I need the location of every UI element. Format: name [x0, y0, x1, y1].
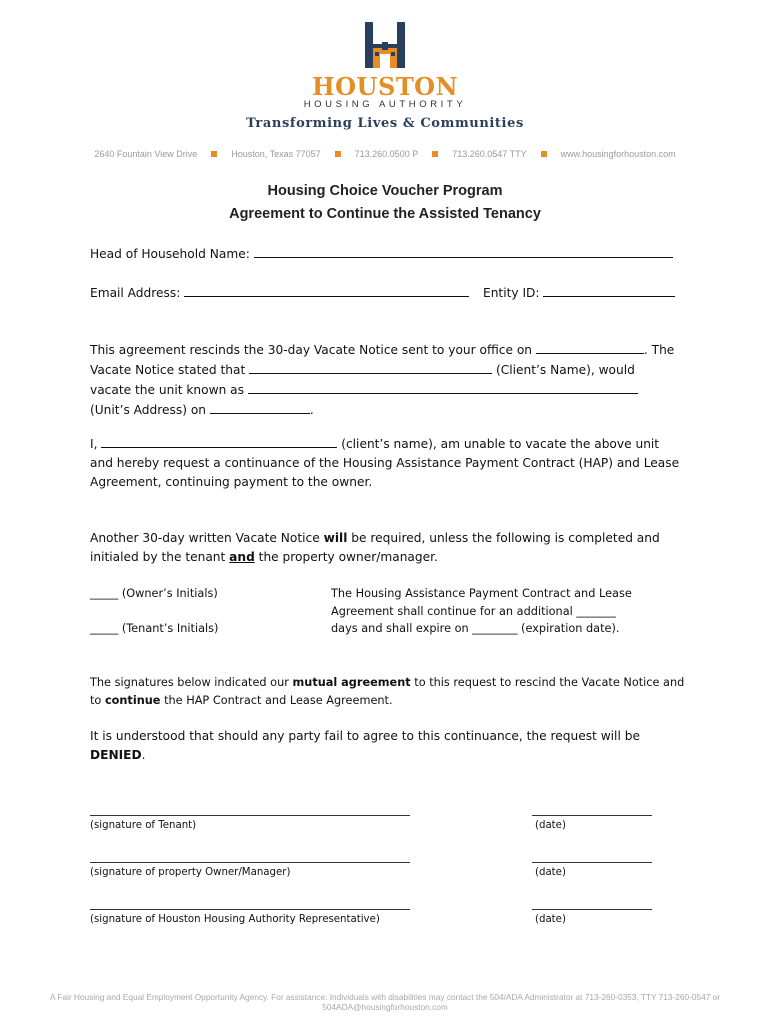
signature-label-tenant: (signature of Tenant) [90, 820, 197, 831]
text-span: vacate the unit known as [90, 383, 244, 397]
text-span: be required, unless the following is completed and [351, 531, 660, 545]
bullet-square-icon [541, 151, 547, 157]
vacate-date-line[interactable] [210, 400, 310, 414]
signature-line-owner[interactable] [90, 862, 410, 863]
tenant-initials[interactable]: _____ (Tenant’s Initials) [90, 622, 219, 635]
bold-text: will [323, 531, 348, 545]
bold-text: continue [104, 693, 161, 707]
continuation-terms [331, 585, 651, 638]
entity-id-field[interactable] [483, 283, 683, 303]
document-subtitle: Agreement to Continue the Assisted Tenancy [229, 206, 541, 222]
rescind-paragraph [90, 340, 690, 420]
footer-disclaimer: A Fair Housing and Equal Employment Opportunity Agency. For assistance: Individuals with disabilities may contact the 504/ADA Administrator at 713-260-0353, TTY 713-260-0547 or 504ADA@housingforhouston.com [49, 992, 721, 1012]
head-of-household-line[interactable] [254, 244, 673, 258]
contact-tty: 713.260.0547 TTY [452, 149, 527, 159]
field-label: Head of Household Name: [90, 247, 250, 261]
text-span: initialed by the tenant [90, 550, 226, 564]
client-name-line[interactable] [249, 360, 492, 374]
brand-subtitle: HOUSING AUTHORITY [303, 99, 467, 110]
signature-label-owner: (signature of property Owner/Manager) [90, 867, 291, 878]
owner-initials[interactable]: _____ (Owner’s Initials) [90, 587, 218, 600]
text-line: It is understood that should any party fail to agree to this continuance, the request will be [90, 729, 640, 743]
mutual-agreement-paragraph [90, 674, 690, 709]
contact-phone: 713.260.0500 P [354, 149, 419, 159]
text-line: Agreement shall continue for an additional _______ [331, 604, 616, 618]
text-span: (client’s name), am unable to vacate the above unit [341, 437, 660, 451]
text-line: and hereby request a continuance of the Housing Assistance Payment Contract (HAP) and Lease [90, 456, 680, 470]
text-span: . [309, 403, 314, 417]
head-of-household-field[interactable] [90, 244, 690, 264]
contact-website[interactable]: www.housingforhouston.com [560, 149, 676, 159]
text-span: This agreement rescinds the 30-day Vacate Notice sent to your office on [90, 343, 532, 357]
text-span: (Unit’s Address) on [90, 403, 207, 417]
bullet-square-icon [432, 151, 438, 157]
building-h-logo-icon [355, 20, 415, 70]
text-line: days and shall expire on ________ (expiration date). [331, 622, 620, 635]
text-span: The signatures below indicated our [90, 676, 289, 689]
text-span: I, [90, 437, 98, 451]
text-span: the HAP Contract and Lease Agreement. [164, 693, 393, 707]
date-label-owner: (date) [535, 867, 566, 878]
field-label: Email Address: [90, 286, 181, 300]
contact-bar [0, 149, 770, 159]
entity-id-line[interactable] [543, 283, 675, 297]
text-span: . The [643, 343, 675, 357]
signature-label-hha: (signature of Houston Housing Authority Representative) [90, 914, 380, 925]
contact-city: Houston, Texas 77057 [231, 149, 321, 159]
text-span: to [90, 693, 102, 707]
text-span: to this request to rescind the Vacate Notice and [414, 676, 685, 689]
notice-date-line[interactable] [536, 340, 644, 354]
date-label-tenant: (date) [535, 820, 566, 831]
field-label: Entity ID: [483, 286, 540, 300]
vacate-notice-paragraph [90, 529, 690, 567]
text-span: Another 30-day written Vacate Notice [90, 531, 320, 545]
date-line-tenant[interactable] [532, 815, 652, 816]
continuance-paragraph [90, 434, 690, 492]
bullet-square-icon [335, 151, 341, 157]
document-title: Housing Choice Voucher Program [267, 183, 503, 199]
signature-line-hha[interactable] [90, 909, 410, 910]
text-span: . [141, 748, 146, 762]
email-line[interactable] [184, 283, 469, 297]
date-line-owner[interactable] [532, 862, 652, 863]
text-span: Vacate Notice stated that [90, 363, 246, 377]
signature-line-tenant[interactable] [90, 815, 410, 816]
bold-underline-text: and [229, 550, 255, 564]
denial-paragraph [90, 727, 690, 765]
client-name-line[interactable] [101, 434, 337, 448]
date-line-hha[interactable] [532, 909, 652, 910]
bold-text: DENIED [90, 748, 142, 762]
text-line: Agreement, continuing payment to the owner. [90, 475, 373, 489]
contact-address: 2640 Fountain View Drive [94, 149, 198, 159]
text-span: (Client’s Name), would [495, 363, 635, 377]
text-span: the property owner/manager. [258, 550, 438, 564]
text-line: The Housing Assistance Payment Contract and Lease [331, 587, 632, 600]
bullet-square-icon [211, 151, 217, 157]
tagline: Transforming Lives & Communities [246, 116, 524, 131]
unit-address-line[interactable] [248, 380, 638, 394]
brand-name: HOUSTON [311, 72, 459, 101]
date-label-hha: (date) [535, 914, 566, 925]
bold-text: mutual agreement [292, 676, 411, 689]
